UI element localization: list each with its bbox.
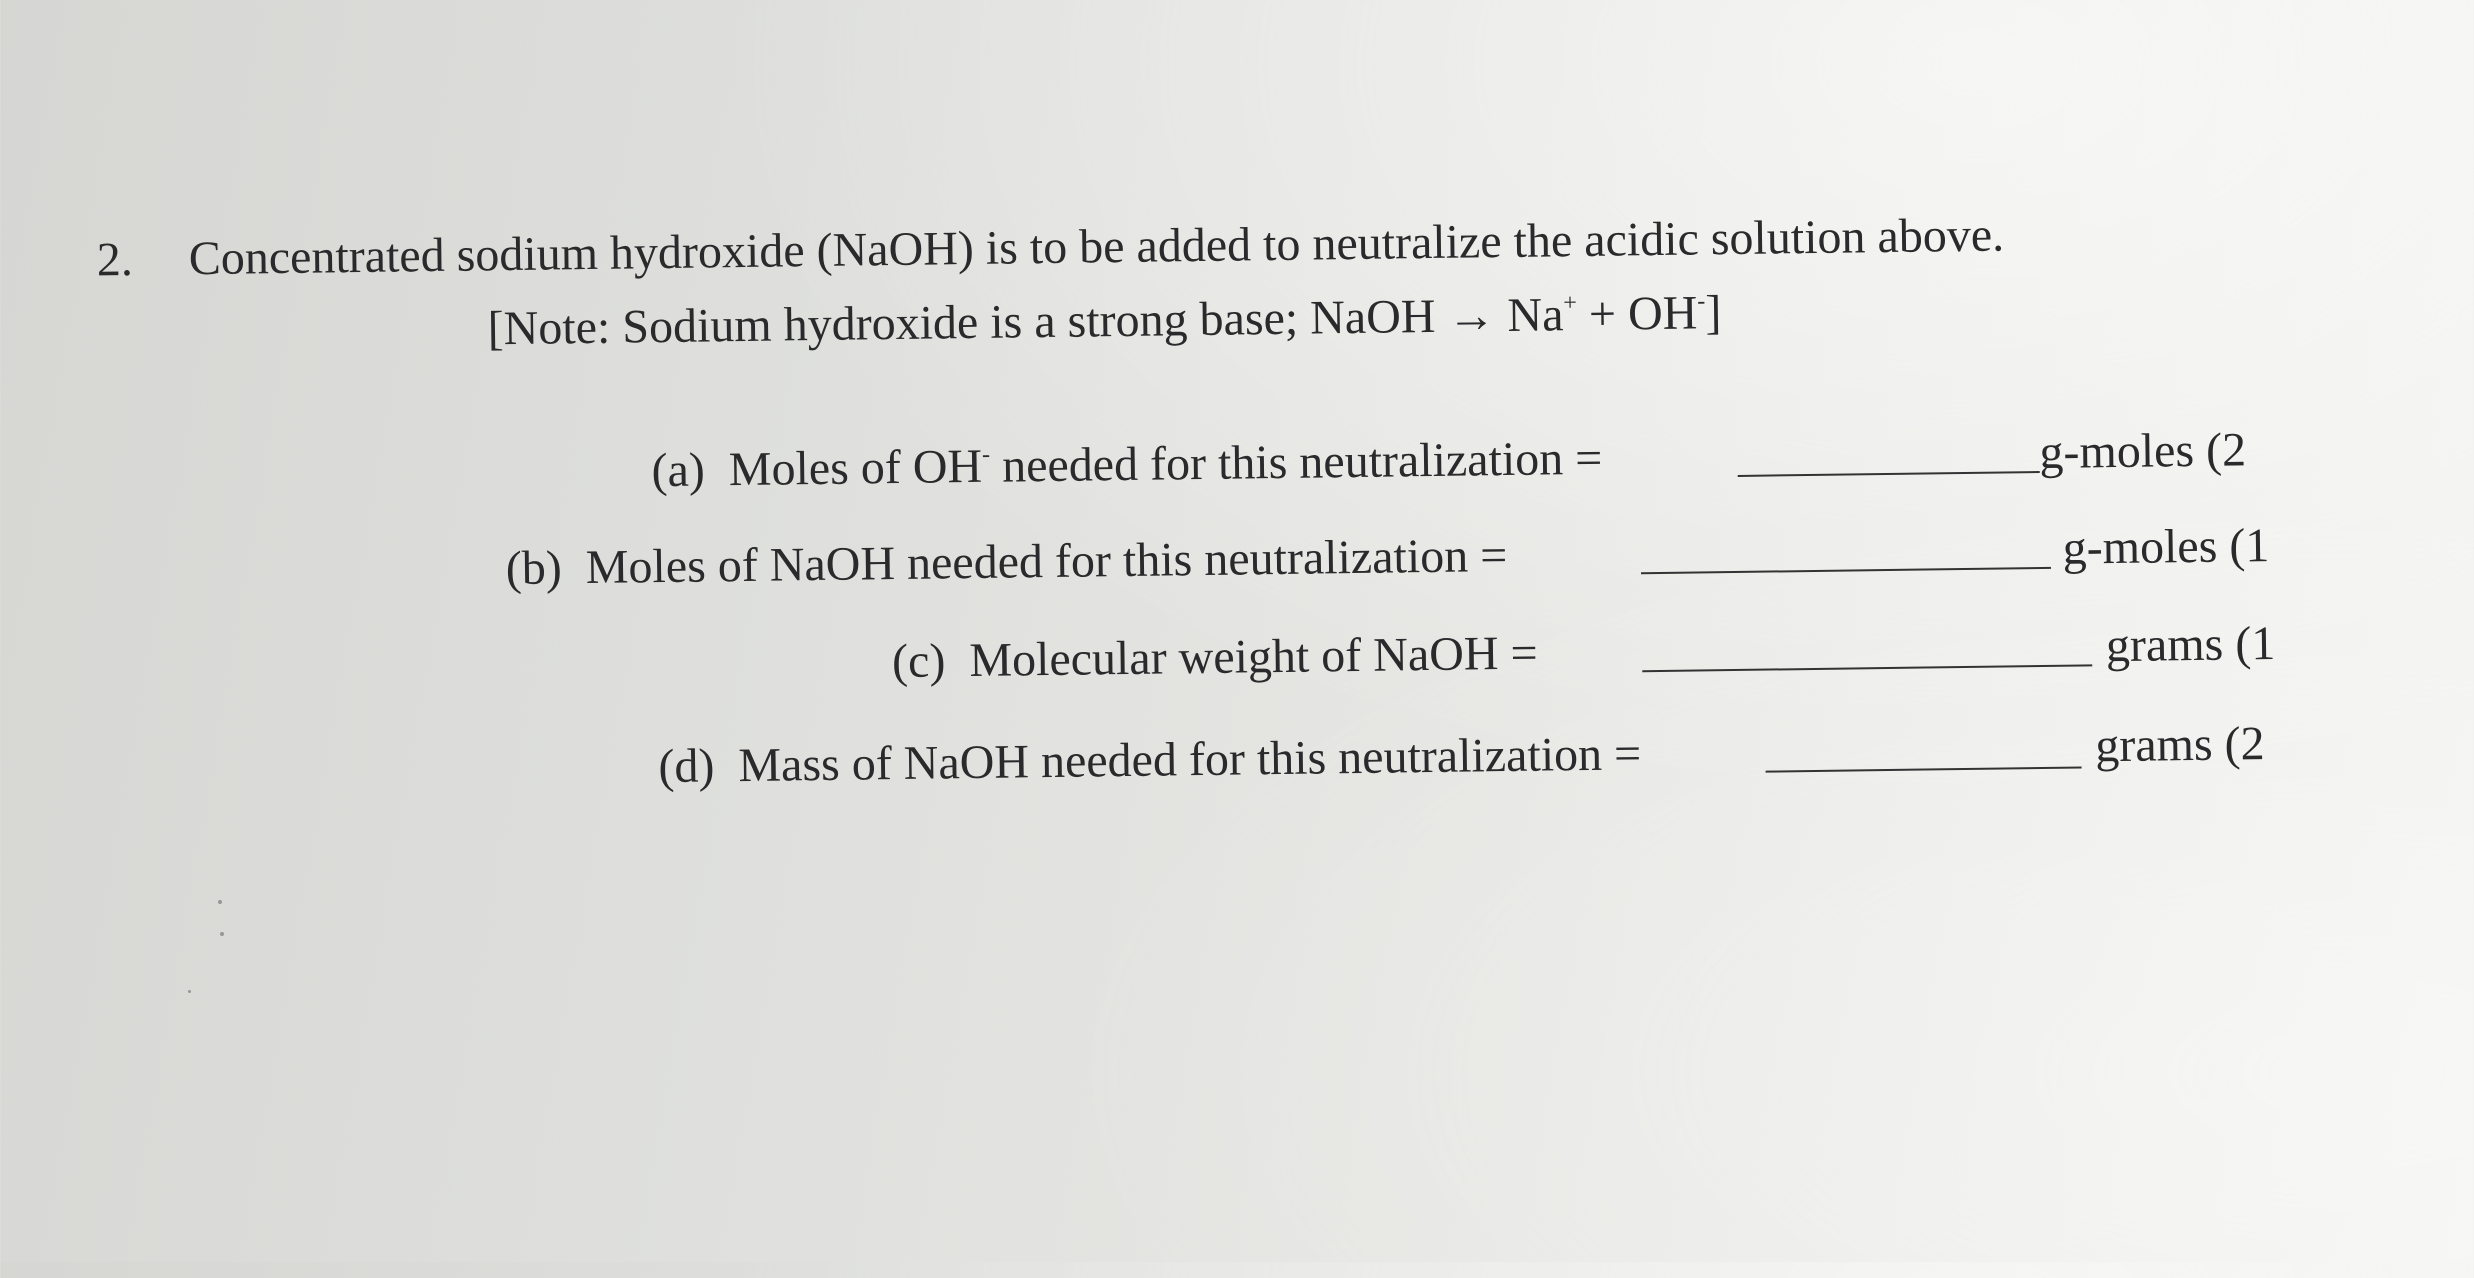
paper-speck (188, 990, 191, 993)
part-a-answer-blank[interactable] (1738, 471, 2040, 477)
part-d-text: Mass of NaOH needed for this neutralization = (738, 727, 1642, 793)
part-d-unit: grams (2 (2094, 717, 2265, 773)
question-note (487, 286, 1722, 356)
note-superscript-plus: + (1563, 290, 1577, 317)
part-d-prompt (658, 727, 1642, 794)
part-b-unit: g-moles (1 (2062, 519, 2270, 575)
question-number: 2. (96, 232, 134, 287)
part-d-label: (d) (658, 739, 715, 794)
part-c-label: (c) (891, 634, 946, 689)
paper-speck (220, 932, 224, 936)
part-c-text: Molecular weight of NaOH = (969, 626, 1538, 688)
part-a-text-suffix: needed for this neutralization = (989, 431, 1603, 493)
part-b-label: (b) (505, 541, 563, 596)
part-d-answer-blank[interactable] (1766, 766, 2082, 772)
part-c-answer-blank[interactable] (1642, 664, 2092, 672)
paper-speck (218, 900, 222, 904)
part-a-label: (a) (651, 443, 706, 498)
part-c-unit: grams (1 (2105, 616, 2276, 673)
note-superscript-minus: - (1697, 288, 1706, 315)
part-b-text: Moles of NaOH needed for this neutralization = (585, 528, 1508, 595)
question-text: Concentrated sodium hydroxide (NaOH) is to be added to neutralize the acidic solution above. (188, 208, 2005, 286)
part-c-prompt (891, 626, 1538, 689)
note-prefix: [Note: Sodium hydroxide is a strong base; NaOH → Na (487, 288, 1564, 356)
part-a-prompt (651, 431, 1603, 498)
part-a-text-prefix: Moles of OH (728, 439, 983, 497)
part-a-superscript: - (981, 441, 991, 468)
note-middle: + OH (1576, 286, 1698, 342)
note-suffix: ] (1705, 286, 1722, 340)
part-a-unit: g-moles (2 (2039, 423, 2247, 480)
part-b-answer-blank[interactable] (1641, 567, 2051, 574)
part-b-prompt (505, 528, 1508, 596)
